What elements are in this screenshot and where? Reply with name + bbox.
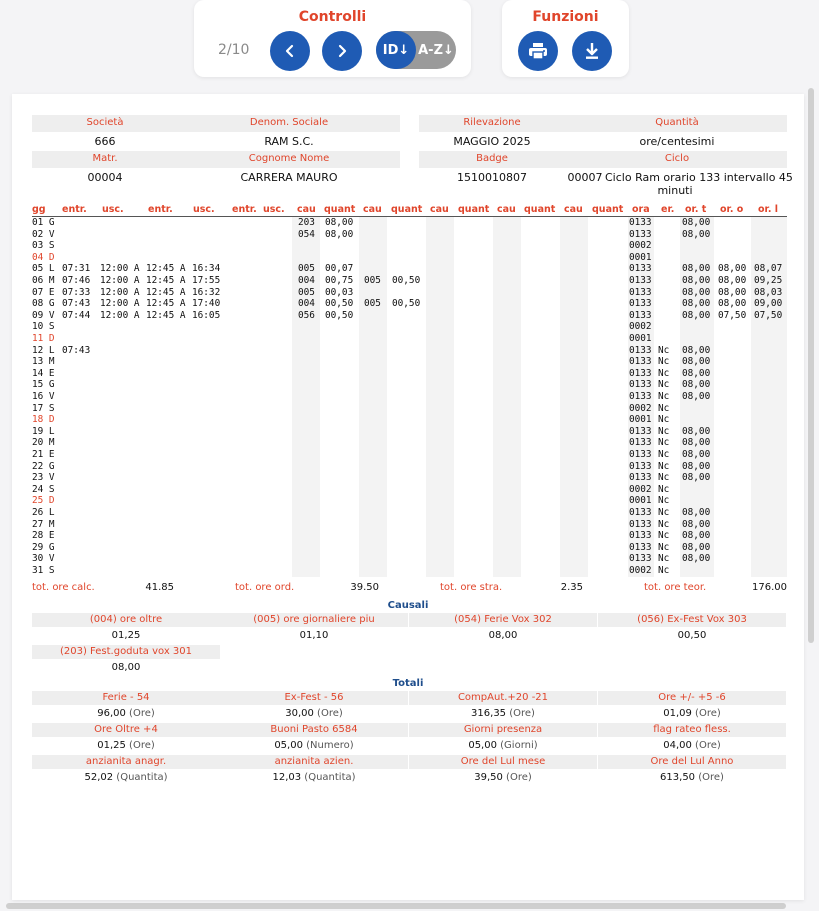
grid-cell-u2: 16:32 bbox=[192, 286, 221, 298]
grid-header-cell: cau bbox=[564, 204, 583, 215]
ciclo-code: 00007 bbox=[567, 171, 603, 184]
grid-cell-ora: 0133 bbox=[629, 391, 652, 402]
grid-cell-q2: 00,50 bbox=[392, 275, 421, 286]
grid-header-cell: quant bbox=[391, 204, 423, 215]
totale-unit: (Ore) bbox=[506, 772, 532, 783]
totale-value: 96,00 bbox=[97, 708, 126, 719]
grid-header-cell: cau bbox=[363, 204, 382, 215]
grid-cell-c1: 203 bbox=[298, 217, 315, 228]
rilevazione-label: Rilevazione bbox=[463, 117, 521, 128]
grid-header-cell: or. t bbox=[685, 204, 707, 215]
totale-value: 316,35 bbox=[471, 708, 507, 719]
shade-col-cau2 bbox=[359, 217, 387, 577]
grid-cell-ora: 0133 bbox=[629, 309, 652, 321]
grid-cell-c1: 005 bbox=[298, 286, 315, 298]
grid-cell-ora: 0001 bbox=[629, 495, 652, 507]
grid-cell-er: Nc bbox=[658, 425, 670, 437]
grid-cell-ora: 0133 bbox=[629, 275, 652, 286]
grid-cell-gg: 03 S bbox=[32, 240, 55, 252]
totale-value-row bbox=[32, 772, 220, 783]
grid-cell-ora: 0133 bbox=[629, 449, 652, 460]
grid-cell-gg: 10 S bbox=[32, 321, 55, 333]
grid-cell-ort: 08,00 bbox=[682, 275, 711, 286]
grid-header-cell: quant bbox=[458, 204, 490, 215]
totale-value: 05,00 bbox=[468, 740, 497, 751]
grid-cell-er: Nc bbox=[658, 507, 670, 518]
causale-value: 00,50 bbox=[677, 630, 707, 641]
grid-cell-e1: 07:43 bbox=[62, 344, 91, 356]
denom-value: RAM S.C. bbox=[264, 135, 314, 148]
tot-ord-label: tot. ore ord. bbox=[235, 582, 295, 593]
grid-cell-ora: 0133 bbox=[629, 228, 652, 240]
grid-cell-ora: 0002 bbox=[629, 565, 652, 576]
grid-cell-gg: 04 D bbox=[32, 251, 55, 263]
grid-cell-ort: 08,00 bbox=[682, 425, 711, 437]
grid-cell-q1: 08,00 bbox=[325, 217, 354, 228]
totale-label: Giorni presenza bbox=[463, 724, 543, 735]
grid-cell-ort: 08,00 bbox=[682, 518, 711, 530]
functions-title: Funzioni bbox=[532, 9, 599, 25]
totale-unit: (Ore) bbox=[695, 740, 721, 751]
grid-cell-q1: 00,50 bbox=[325, 309, 354, 321]
grid-cell-orl: 07,50 bbox=[754, 309, 783, 321]
shade-col-cau5 bbox=[560, 217, 588, 577]
grid-cell-ort: 08,00 bbox=[682, 449, 711, 460]
grid-cell-c2: 005 bbox=[364, 275, 381, 286]
page-indicator: 2/10 bbox=[218, 42, 250, 58]
causale-value: 08,00 bbox=[111, 662, 141, 673]
totale-label: flag rateo fless. bbox=[653, 724, 731, 735]
badge-label: Badge bbox=[476, 153, 508, 164]
totale-value: 52,02 bbox=[84, 772, 114, 783]
grid-cell-ora: 0002 bbox=[629, 483, 652, 495]
grid-cell-er: Nc bbox=[658, 391, 670, 402]
grid-cell-u2: 17:55 bbox=[192, 275, 221, 286]
totale-value: 01,09 bbox=[663, 708, 692, 719]
grid-cell-er: Nc bbox=[658, 483, 670, 495]
grid-cell-c1: 054 bbox=[298, 228, 315, 240]
totale-label: Buoni Pasto 6584 bbox=[270, 724, 358, 735]
grid-cell-c1: 056 bbox=[298, 309, 315, 321]
print-button[interactable] bbox=[518, 31, 558, 71]
totale-unit: (Numero) bbox=[306, 740, 354, 751]
grid-cell-gg: 08 G bbox=[32, 298, 55, 310]
grid-cell-gg: 13 M bbox=[32, 356, 55, 368]
totale-unit: (Giorni) bbox=[500, 740, 538, 751]
totale-value-row bbox=[409, 772, 597, 783]
grid-header-cell: gg bbox=[32, 204, 46, 215]
grid-cell-ora: 0133 bbox=[629, 356, 652, 368]
grid-cell-er: Nc bbox=[658, 553, 670, 565]
grid-cell-er: Nc bbox=[658, 530, 670, 542]
causali-title: Causali bbox=[387, 600, 429, 611]
grid-cell-gg: 28 E bbox=[32, 530, 55, 542]
grid-cell-ora: 0133 bbox=[629, 518, 652, 530]
ciclo-label: Ciclo bbox=[664, 153, 690, 164]
totale-value: 613,50 bbox=[660, 772, 696, 783]
grid-cell-gg: 17 S bbox=[32, 402, 55, 414]
grid-cell-e2: 12:45 A bbox=[146, 286, 186, 298]
grid-cell-orl: 08,03 bbox=[754, 286, 783, 298]
totale-label: Ore del Lul Anno bbox=[650, 756, 734, 767]
totale-label: Ore Oltre +4 bbox=[94, 724, 158, 735]
totale-value-row bbox=[598, 772, 786, 783]
grid-cell-ora: 0001 bbox=[629, 333, 652, 344]
controls-title: Controlli bbox=[298, 9, 367, 25]
grid-cell-gg: 31 S bbox=[32, 565, 55, 576]
totale-value: 30,00 bbox=[285, 708, 314, 719]
download-button[interactable] bbox=[572, 31, 612, 71]
grid-cell-gg: 27 M bbox=[32, 518, 55, 530]
societa-label: Società bbox=[86, 117, 124, 128]
totale-label: Ore +/- +5 -6 bbox=[658, 692, 726, 703]
ciclo-description-cont: minuti bbox=[657, 184, 693, 197]
grid-header-cell: usc. bbox=[263, 204, 285, 215]
grid-cell-gg: 05 L bbox=[32, 263, 55, 275]
vertical-scrollbar[interactable] bbox=[808, 88, 814, 643]
grid-cell-ora: 0133 bbox=[629, 553, 652, 565]
totale-unit: (Ore) bbox=[698, 772, 724, 783]
grid-cell-ort: 08,00 bbox=[682, 217, 711, 228]
grid-cell-er: Nc bbox=[658, 414, 670, 426]
grid-header-cell: usc. bbox=[193, 204, 215, 215]
grid-cell-q1: 08,00 bbox=[325, 228, 354, 240]
grid-cell-e2: 12:45 A bbox=[146, 263, 186, 275]
grid-cell-er: Nc bbox=[658, 437, 670, 449]
rilevazione-value: MAGGIO 2025 bbox=[453, 135, 531, 148]
grid-header-cell: entr. bbox=[62, 204, 87, 215]
grid-cell-ora: 0133 bbox=[629, 217, 652, 228]
grid-header-cell: or. l bbox=[758, 204, 779, 215]
grid-cell-er: Nc bbox=[658, 495, 670, 507]
totale-value-row bbox=[32, 708, 220, 719]
grid-cell-ora: 0133 bbox=[629, 472, 652, 484]
totale-value-row bbox=[598, 708, 786, 719]
grid-cell-ora: 0133 bbox=[629, 541, 652, 553]
badge-value: 1510010807 bbox=[457, 171, 527, 184]
grid-cell-orl: 09,00 bbox=[754, 298, 783, 310]
totale-value-row bbox=[32, 740, 220, 751]
grid-cell-er: Nc bbox=[658, 541, 670, 553]
totale-value-row bbox=[598, 740, 786, 751]
grid-cell-gg: 12 L bbox=[32, 344, 55, 356]
grid-cell-gg: 18 D bbox=[32, 414, 55, 426]
sort-id-option[interactable]: ID↓ bbox=[376, 31, 416, 69]
totale-label: anzianita anagr. bbox=[85, 756, 167, 767]
grid-cell-u1: 12:00 A bbox=[100, 286, 140, 298]
grid-cell-er: Nc bbox=[658, 344, 670, 356]
totale-value: 05,00 bbox=[274, 740, 303, 751]
causale-value: 01,10 bbox=[299, 630, 329, 641]
sort-az-option[interactable]: A-Z↓ bbox=[418, 42, 454, 58]
grid-cell-ort: 08,00 bbox=[682, 344, 711, 356]
grid-cell-e1: 07:44 bbox=[62, 309, 91, 321]
grid-cell-gg: 16 V bbox=[32, 391, 55, 402]
grid-cell-u1: 12:00 A bbox=[100, 309, 140, 321]
grid-cell-ora: 0001 bbox=[629, 414, 652, 426]
grid-cell-gg: 06 M bbox=[32, 275, 55, 286]
grid-cell-ora: 0133 bbox=[629, 530, 652, 542]
totale-label: anzianita azien. bbox=[274, 756, 354, 767]
tot-calc-value: 41.85 bbox=[145, 582, 174, 593]
grid-cell-er: Nc bbox=[658, 565, 670, 576]
functions-panel bbox=[502, 0, 629, 77]
totale-label: Ex-Fest - 56 bbox=[284, 692, 344, 703]
totale-unit: (Ore) bbox=[509, 708, 535, 719]
grid-cell-orl: 09,25 bbox=[754, 275, 783, 286]
totale-value: 04,00 bbox=[663, 740, 692, 751]
grid-cell-gg: 15 G bbox=[32, 379, 55, 391]
grid-cell-c2: 005 bbox=[364, 298, 381, 310]
grid-cell-q2: 00,50 bbox=[392, 298, 421, 310]
shade-col-cau4 bbox=[493, 217, 521, 577]
grid-cell-oro: 07,50 bbox=[718, 309, 747, 321]
totale-unit: (Ore) bbox=[129, 740, 155, 751]
grid-cell-e1: 07:31 bbox=[62, 263, 91, 275]
printer-icon bbox=[528, 42, 548, 60]
causale-label: (054) Ferie Vox 302 bbox=[454, 614, 552, 625]
tot-stra-value: 2.35 bbox=[560, 582, 583, 593]
grid-header-cell: usc. bbox=[102, 204, 124, 215]
grid-cell-c1: 005 bbox=[298, 263, 315, 275]
grid-cell-e1: 07:33 bbox=[62, 286, 91, 298]
grid-cell-gg: 21 E bbox=[32, 449, 55, 460]
prev-button[interactable] bbox=[270, 31, 310, 71]
grid-cell-e2: 12:45 A bbox=[146, 298, 186, 310]
grid-cell-ort: 08,00 bbox=[682, 460, 711, 472]
grid-cell-oro: 08,00 bbox=[718, 263, 747, 275]
causale-value: 01,25 bbox=[111, 630, 141, 641]
grid-cell-ora: 0133 bbox=[629, 379, 652, 391]
grid-cell-er: Nc bbox=[658, 367, 670, 379]
tot-ord-value: 39.50 bbox=[350, 582, 379, 593]
societa-value: 666 bbox=[94, 135, 116, 148]
grid-cell-gg: 02 V bbox=[32, 228, 55, 240]
causale-label: (203) Fest.goduta vox 301 bbox=[59, 646, 193, 657]
grid-header-cell: er. bbox=[661, 204, 675, 215]
grid-cell-u2: 16:05 bbox=[192, 309, 221, 321]
grid-cell-ora: 0133 bbox=[629, 286, 652, 298]
grid-header-cell: entr. bbox=[232, 204, 257, 215]
grid-cell-ora: 0133 bbox=[629, 437, 652, 449]
grid-cell-gg: 20 M bbox=[32, 437, 55, 449]
grid-cell-u1: 12:00 A bbox=[100, 263, 140, 275]
totale-unit: (Ore) bbox=[695, 708, 721, 719]
matr-label: Matr. bbox=[92, 153, 118, 164]
grid-cell-ort: 08,00 bbox=[682, 507, 711, 518]
totale-value: 01,25 bbox=[97, 740, 126, 751]
totale-label: Ore del Lul mese bbox=[460, 756, 546, 767]
grid-cell-ora: 0133 bbox=[629, 460, 652, 472]
totale-value-row bbox=[220, 708, 408, 719]
grid-cell-orl: 08,07 bbox=[754, 263, 783, 275]
totale-unit: (Ore) bbox=[129, 708, 155, 719]
grid-cell-er: Nc bbox=[658, 449, 670, 460]
totale-label: Ferie - 54 bbox=[102, 692, 150, 703]
grid-cell-q1: 00,75 bbox=[325, 275, 354, 286]
quantita-value: ore/centesimi bbox=[639, 135, 715, 148]
grid-cell-gg: 30 V bbox=[32, 553, 55, 565]
grid-cell-ora: 0133 bbox=[629, 344, 652, 356]
grid-cell-ort: 08,00 bbox=[682, 530, 711, 542]
grid-cell-ort: 08,00 bbox=[682, 391, 711, 402]
grid-cell-gg: 25 D bbox=[32, 495, 55, 507]
grid-cell-oro: 08,00 bbox=[718, 275, 747, 286]
grid-cell-gg: 14 E bbox=[32, 367, 55, 379]
grid-cell-ort: 08,00 bbox=[682, 472, 711, 484]
grid-cell-q1: 00,03 bbox=[325, 286, 354, 298]
grid-cell-gg: 24 S bbox=[32, 483, 55, 495]
grid-cell-q1: 00,07 bbox=[325, 263, 354, 275]
grid-header-line bbox=[32, 216, 787, 217]
grid-header-cell: ora bbox=[632, 204, 650, 215]
grid-cell-ora: 0001 bbox=[629, 251, 652, 263]
grid-header-cell: or. o bbox=[720, 204, 744, 215]
grid-cell-e1: 07:46 bbox=[62, 275, 91, 286]
grid-cell-gg: 19 L bbox=[32, 425, 55, 437]
grid-header-cell: entr. bbox=[148, 204, 173, 215]
totale-value: 39,50 bbox=[474, 772, 503, 783]
totale-label: CompAut.+20 -21 bbox=[457, 692, 549, 703]
grid-cell-ort: 08,00 bbox=[682, 541, 711, 553]
grid-cell-e2: 12:45 A bbox=[146, 275, 186, 286]
totale-value-row bbox=[409, 708, 597, 719]
shade-col-cau3 bbox=[426, 217, 454, 577]
totale-value-row bbox=[220, 740, 408, 751]
tot-stra-label: tot. ore stra. bbox=[440, 582, 503, 593]
grid-cell-gg: 26 L bbox=[32, 507, 55, 518]
grid-header-cell: quant bbox=[592, 204, 624, 215]
grid-cell-ora: 0133 bbox=[629, 298, 652, 310]
grid-cell-ora: 0133 bbox=[629, 425, 652, 437]
grid-cell-ort: 08,00 bbox=[682, 367, 711, 379]
grid-cell-ort: 08,00 bbox=[682, 309, 711, 321]
causale-label: (004) ore oltre bbox=[89, 614, 163, 625]
grid-cell-e2: 12:45 A bbox=[146, 309, 186, 321]
grid-cell-oro: 08,00 bbox=[718, 286, 747, 298]
grid-header-cell: cau bbox=[430, 204, 449, 215]
next-button[interactable] bbox=[322, 31, 362, 71]
matr-value: 00004 bbox=[87, 171, 123, 184]
grid-cell-gg: 29 G bbox=[32, 541, 55, 553]
totale-value: 12,03 bbox=[272, 772, 302, 783]
grid-cell-er: Nc bbox=[658, 356, 670, 368]
grid-cell-u2: 16:34 bbox=[192, 263, 221, 275]
controls-panel bbox=[194, 0, 471, 77]
grid-header-cell: cau bbox=[497, 204, 516, 215]
grid-cell-gg: 23 V bbox=[32, 472, 55, 484]
cognome-label: Cognome Nome bbox=[248, 153, 330, 164]
grid-cell-gg: 11 D bbox=[32, 333, 55, 344]
grid-cell-ora: 0002 bbox=[629, 402, 652, 414]
tot-calc-label: tot. ore calc. bbox=[32, 582, 95, 593]
grid-cell-ort: 08,00 bbox=[682, 298, 711, 310]
grid-cell-ort: 08,00 bbox=[682, 286, 711, 298]
totali-title: Totali bbox=[392, 678, 424, 689]
grid-cell-u1: 12:00 A bbox=[100, 275, 140, 286]
grid-cell-gg: 01 G bbox=[32, 217, 55, 228]
grid-cell-ora: 0133 bbox=[629, 367, 652, 379]
grid-cell-ora: 0133 bbox=[629, 507, 652, 518]
grid-cell-u2: 17:40 bbox=[192, 298, 221, 310]
totale-value-row bbox=[220, 772, 408, 783]
grid-cell-ort: 08,00 bbox=[682, 437, 711, 449]
grid-cell-ora: 0002 bbox=[629, 240, 652, 252]
grid-cell-er: Nc bbox=[658, 402, 670, 414]
grid-cell-u1: 12:00 A bbox=[100, 298, 140, 310]
grid-cell-er: Nc bbox=[658, 379, 670, 391]
grid-cell-c1: 004 bbox=[298, 275, 315, 286]
grid-cell-gg: 07 E bbox=[32, 286, 55, 298]
grid-cell-gg: 09 V bbox=[32, 309, 55, 321]
causale-label: (005) ore giornaliere piu bbox=[253, 614, 375, 625]
chevron-left-icon bbox=[283, 44, 297, 58]
grid-cell-er: Nc bbox=[658, 518, 670, 530]
totale-unit: (Quantita) bbox=[304, 772, 356, 783]
tot-teor-label: tot. ore teor. bbox=[644, 582, 707, 593]
grid-cell-oro: 08,00 bbox=[718, 298, 747, 310]
ciclo-description: Ciclo Ram orario 133 intervallo 45 bbox=[605, 171, 793, 184]
grid-cell-gg: 22 G bbox=[32, 460, 55, 472]
grid-header-cell: quant bbox=[524, 204, 556, 215]
totale-value-row bbox=[409, 740, 597, 751]
causale-label: (056) Ex-Fest Vox 303 bbox=[637, 614, 747, 625]
grid-cell-ort: 08,00 bbox=[682, 379, 711, 391]
grid-cell-ora: 0002 bbox=[629, 321, 652, 333]
grid-cell-er: Nc bbox=[658, 472, 670, 484]
tot-teor-value: 176.00 bbox=[752, 582, 787, 593]
chevron-right-icon bbox=[335, 44, 349, 58]
grid-cell-er: Nc bbox=[658, 460, 670, 472]
grid-cell-ort: 08,00 bbox=[682, 263, 711, 275]
sort-toggle[interactable] bbox=[376, 31, 456, 69]
grid-cell-ora: 0133 bbox=[629, 263, 652, 275]
grid-cell-q1: 00,50 bbox=[325, 298, 354, 310]
grid-cell-ort: 08,00 bbox=[682, 553, 711, 565]
cognome-value: CARRERA MAURO bbox=[240, 171, 338, 184]
grid-cell-e1: 07:43 bbox=[62, 298, 91, 310]
totale-unit: (Ore) bbox=[317, 708, 343, 719]
grid-cell-c1: 004 bbox=[298, 298, 315, 310]
grid-cell-ort: 08,00 bbox=[682, 228, 711, 240]
totale-unit: (Quantita) bbox=[116, 772, 168, 783]
horizontal-scrollbar[interactable] bbox=[6, 903, 786, 909]
grid-cell-ort: 08,00 bbox=[682, 356, 711, 368]
quantita-label: Quantità bbox=[655, 117, 699, 128]
grid-header-cell: quant bbox=[324, 204, 356, 215]
denom-label: Denom. Sociale bbox=[249, 117, 329, 128]
timesheet-document bbox=[12, 94, 804, 900]
grid-header-cell: cau bbox=[297, 204, 316, 215]
causale-value: 08,00 bbox=[488, 630, 518, 641]
download-icon bbox=[584, 42, 600, 60]
